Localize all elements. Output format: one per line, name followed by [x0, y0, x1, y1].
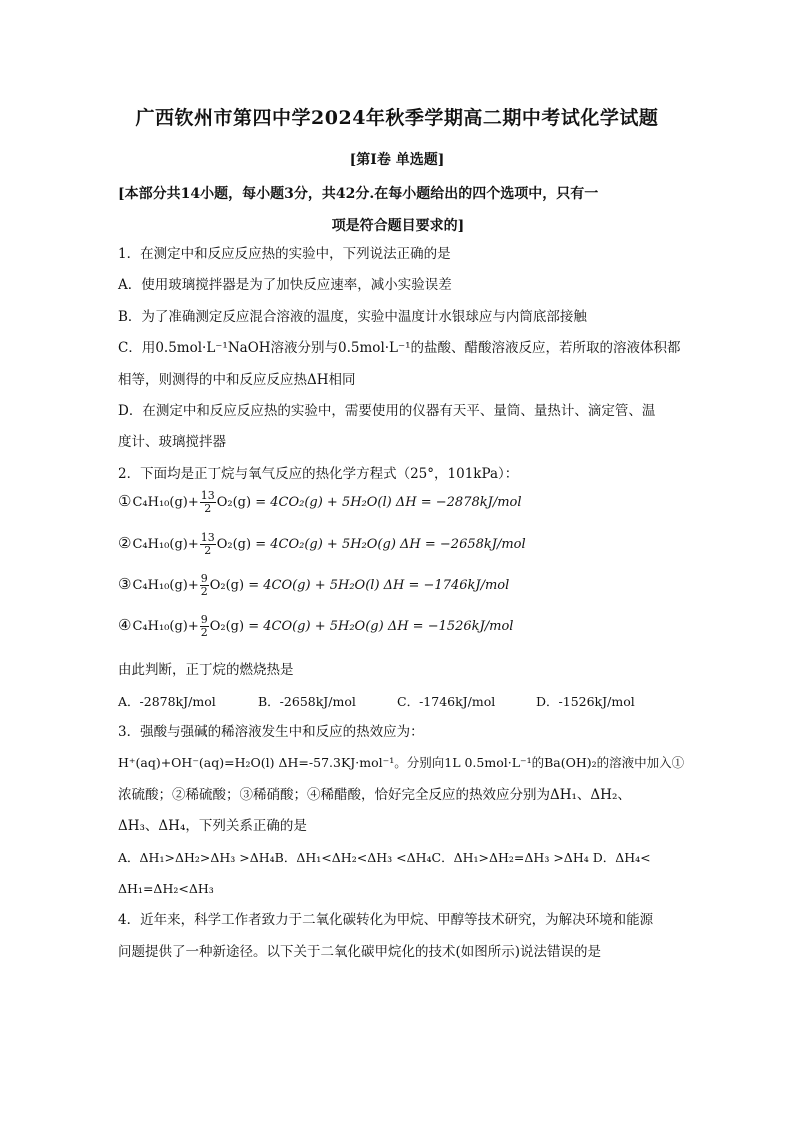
fraction: $\frac{9}{2}$	[200, 613, 208, 639]
equation-2	[118, 532, 526, 568]
section-instructions-line2: 项是符合题目要求的]	[331, 218, 465, 234]
equation-reactant: C₄H₁₀(g)+	[132, 619, 199, 634]
equation-3	[118, 573, 509, 609]
equation-reactant: C₄H₁₀(g)+	[132, 578, 199, 593]
question-1-option-a: A．使用玻璃搅拌器是为了加快反应速率，减小实验误差	[118, 277, 452, 293]
equation-enthalpy: ΔH = −2658kJ/mol	[400, 537, 526, 552]
equation-products: 4CO₂(g) + 5H₂O(l)	[270, 495, 392, 510]
question-1-stem: 1．在测定中和反应反应热的实验中，下列说法正确的是	[118, 246, 451, 262]
question-3-line2: H⁺(aq)+OH⁻(aq)=H₂O(l) ΔH=-57.3KJ·mol⁻¹。分别向1L 0.5mol·L⁻¹的Ba(OH)₂的溶液中加入①	[118, 755, 685, 770]
fraction: $\frac{13}{2}$	[200, 531, 215, 557]
equation-reactant: C₄H₁₀(g)+	[132, 495, 199, 510]
equation-products: 4CO(g) + 5H₂O(l)	[263, 578, 380, 593]
equation-products: 4CO₂(g) + 5H₂O(g)	[270, 537, 396, 552]
equation-enthalpy: ΔH = −1746kJ/mol	[383, 578, 510, 593]
equation-number: ②	[118, 534, 132, 552]
equation-oxygen: O₂(g) =	[216, 495, 271, 510]
question-3-options-line2: ΔH₁=ΔH₂<ΔH₃	[118, 881, 214, 896]
equation-1	[118, 490, 522, 526]
question-3-line4: ΔH₃、ΔH₄，下列关系正确的是	[118, 818, 307, 834]
question-3-line3: 浓硫酸；②稀硫酸；③稀硝酸；④稀醋酸，恰好完全反应的热效应分别为ΔH₁、ΔH₂、	[118, 787, 631, 803]
question-1-option-c-line2: 相等，则测得的中和反应反应热ΔH相同	[118, 372, 356, 388]
question-2-stem: 2．下面均是正丁烷与氧气反应的热化学方程式（25°，101kPa）：	[118, 466, 519, 482]
section-instructions-line1: [本部分共14小题，每小题3分，共42分.在每小题给出的四个选项中，只有一	[118, 186, 599, 202]
equation-oxygen: O₂(g) =	[216, 537, 271, 552]
equation-oxygen: O₂(g) =	[209, 619, 264, 634]
page-title: 广西钦州市第四中学2024年秋季学期高二期中考试化学试题	[135, 107, 659, 129]
question-3-stem: 3．强酸与强碱的稀溶液发生中和反应的热效应为：	[118, 724, 424, 740]
question-2-option-d: D．-1526kJ/mol	[536, 694, 635, 709]
fraction: $\frac{13}{2}$	[200, 489, 215, 515]
fraction: $\frac{9}{2}$	[200, 572, 208, 598]
equation-number: ④	[118, 616, 132, 634]
equation-enthalpy: ΔH = −2878kJ/mol	[395, 495, 522, 510]
section-heading: [第Ⅰ卷 单选题]	[349, 152, 445, 168]
equation-number: ①	[118, 492, 132, 510]
equation-oxygen: O₂(g) =	[209, 578, 264, 593]
question-4-line2: 问题提供了一种新途径。以下关于二氧化碳甲烷化的技术(如图所示)说法错误的是	[118, 944, 602, 960]
equation-number: ③	[118, 575, 132, 593]
question-1-option-b: B．为了准确测定反应混合溶液的温度，实验中温度计水银球应与内筒底部接触	[118, 309, 587, 325]
question-2-option-b: B．-2658kJ/mol	[258, 694, 356, 709]
equation-4	[118, 614, 513, 650]
question-1-option-d-line1: D．在测定中和反应反应热的实验中，需要使用的仪器有天平、量筒、量热计、滴定管、温	[118, 403, 656, 419]
question-1-option-c-line1: C．用0.5mol·L⁻¹NaOH溶液分别与0.5mol·L⁻¹的盐酸、醋酸溶液反应，若所取的溶液体积都	[118, 340, 681, 356]
question-2-option-c: C．-1746kJ/mol	[397, 694, 496, 709]
equation-products: 4CO(g) + 5H₂O(g)	[263, 619, 384, 634]
question-1-option-d-line2: 度计、玻璃搅拌器	[118, 434, 226, 450]
question-2-ask: 由此判断，正丁烷的燃烧热是	[118, 662, 294, 678]
question-3-options: A．ΔH₁>ΔH₂>ΔH₃ >ΔH₄B．ΔH₁<ΔH₂<ΔH₃ <ΔH₄C．ΔH₁>ΔH₂=ΔH₃ >ΔH₄ D．ΔH₄<	[118, 850, 651, 865]
question-4-line1: 4．近年来，科学工作者致力于二氧化碳转化为甲烷、甲醇等技术研究，为解决环境和能源	[118, 912, 654, 928]
question-2-option-a: A．-2878kJ/mol	[118, 694, 216, 709]
equation-enthalpy: ΔH = −1526kJ/mol	[387, 619, 514, 634]
equation-reactant: C₄H₁₀(g)+	[132, 537, 199, 552]
